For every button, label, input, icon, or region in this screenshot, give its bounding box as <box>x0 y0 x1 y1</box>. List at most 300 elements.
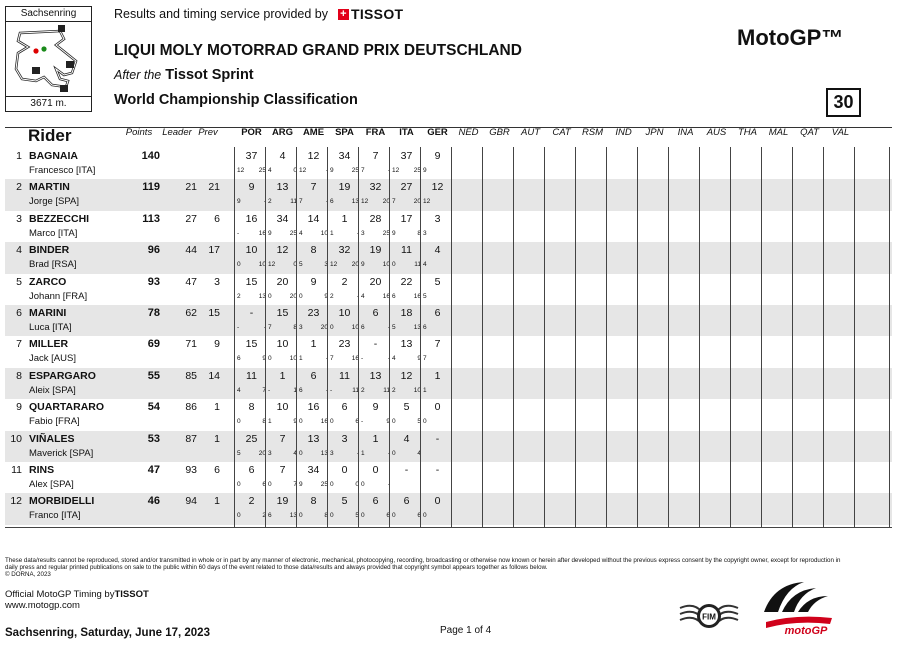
race-total: 19 <box>276 495 289 508</box>
race-points: 20 <box>320 324 328 331</box>
sprint-points: - <box>237 324 240 331</box>
race-points: 13 <box>351 198 359 206</box>
race-split <box>360 512 391 519</box>
points-header: Points <box>125 127 153 138</box>
sprint-points: 2 <box>237 292 241 300</box>
race-total: 16 <box>307 401 320 414</box>
rider-gap-leader: 27 <box>185 212 197 225</box>
rider-gap-leader: 62 <box>185 307 197 319</box>
grid-line <box>792 147 793 527</box>
race-split <box>360 355 391 362</box>
race-points: 6 <box>355 418 359 426</box>
race-total: 10 <box>276 338 289 351</box>
race-split <box>236 512 267 519</box>
sprint-points: - <box>268 386 271 394</box>
race-points: - <box>387 481 390 488</box>
grid-line <box>668 147 669 527</box>
rider-name: ESPARGARO <box>29 369 96 382</box>
race-points: - <box>325 355 328 363</box>
rider-firstname-nation: Brad [RSA] <box>29 259 77 271</box>
motogp-title: MotoGP™ <box>737 25 844 50</box>
race-points: 13 <box>413 324 421 331</box>
grid-line <box>544 147 545 527</box>
sprint-points: - <box>330 386 333 394</box>
race-total: 8 <box>310 244 317 257</box>
place-date: Sachsenring, Saturday, June 17, 2023 <box>5 627 210 639</box>
sprint-points: 5 <box>423 292 427 300</box>
fim-logo-text: FIM <box>702 612 716 622</box>
race-total: 4 <box>279 150 286 162</box>
sprint-points: 0 <box>237 481 241 488</box>
race-split <box>298 261 329 268</box>
sprint-points: 1 <box>330 229 334 237</box>
race-points: 20 <box>413 198 421 206</box>
race-split <box>360 450 391 457</box>
sprint-points: 0 <box>392 512 396 520</box>
race-total: 2 <box>341 275 348 288</box>
page-indicator: Page 1 of 4 <box>440 625 492 636</box>
race-split <box>422 324 453 331</box>
race-points: 11 <box>290 198 297 206</box>
rider-points: 113 <box>142 212 160 225</box>
sprint-points: 1 <box>361 449 365 457</box>
race-total: 6 <box>403 495 410 508</box>
race-split <box>360 261 391 268</box>
table-row <box>5 148 892 179</box>
race-header-mal: MAL <box>768 127 789 138</box>
race-total: - <box>404 464 409 476</box>
race-total: 11 <box>246 369 257 382</box>
table-row <box>5 242 892 273</box>
race-split <box>329 324 360 331</box>
sprint-points: 0 <box>237 512 241 520</box>
race-total: - <box>373 338 378 351</box>
race-split <box>360 230 391 237</box>
race-total: 8 <box>310 495 317 508</box>
race-total: 6 <box>372 307 379 319</box>
sprint-points: 3 <box>423 229 427 237</box>
race-total: 32 <box>338 244 351 257</box>
rider-gap-prev: 6 <box>214 464 220 476</box>
rider-points: 93 <box>147 275 160 288</box>
circuit-name: Sachsenring <box>6 7 91 22</box>
rider-points: 96 <box>147 244 160 257</box>
fim-logo <box>678 598 740 634</box>
race-total: 2 <box>248 495 255 508</box>
race-split <box>267 450 298 457</box>
race-points: 0 <box>293 261 297 269</box>
race-total: 23 <box>338 338 351 351</box>
race-points: 16 <box>320 418 328 426</box>
race-points: 0 <box>355 481 359 488</box>
race-split <box>422 293 453 300</box>
race-total: 3 <box>341 432 348 445</box>
session-prefix: After the <box>114 68 162 82</box>
race-points: 25 <box>320 481 328 488</box>
race-total: 7 <box>310 181 317 194</box>
sprint-points: 4 <box>268 167 272 174</box>
grid-line <box>513 147 514 527</box>
sprint-points: 9 <box>423 167 427 174</box>
race-split <box>329 481 360 488</box>
rider-name: BEZZECCHI <box>29 212 90 225</box>
race-header-val: VAL <box>831 127 850 138</box>
sprint-points: 7 <box>392 198 396 206</box>
sprint-points: - <box>237 229 240 237</box>
race-points: 10 <box>413 386 421 394</box>
race-points: 3 <box>324 261 328 269</box>
race-header-spa: SPA <box>335 127 354 138</box>
race-total: 15 <box>245 275 258 288</box>
grid-line <box>296 147 297 527</box>
race-points: - <box>387 355 390 363</box>
rider-gap-leader: 85 <box>185 369 197 382</box>
sprint-points: 1 <box>268 418 272 426</box>
sprint-points: 12 <box>330 261 338 269</box>
race-split <box>422 512 453 519</box>
race-split <box>267 167 298 174</box>
race-total: 4 <box>403 432 410 445</box>
sprint-points: 12 <box>392 167 400 174</box>
race-total: 3 <box>434 212 441 225</box>
rider-gap-prev: 1 <box>214 495 220 508</box>
race-split <box>236 198 267 205</box>
sprint-points: 4 <box>361 292 365 300</box>
rider-position: 8 <box>16 369 22 382</box>
race-total: 34 <box>307 464 320 476</box>
grid-line <box>823 147 824 527</box>
sprint-points: 4 <box>237 386 241 394</box>
race-total: 28 <box>369 212 382 225</box>
session-line <box>114 67 254 83</box>
race-total: 12 <box>307 150 320 162</box>
table-row <box>5 462 892 493</box>
race-header-tha: THA <box>738 127 757 138</box>
sprint-points: 6 <box>237 355 241 363</box>
race-split <box>391 230 422 237</box>
race-points: 1 <box>293 386 297 394</box>
rider-position: 10 <box>10 432 22 445</box>
race-points: 25 <box>289 229 297 237</box>
race-total: 20 <box>276 275 289 288</box>
race-split <box>298 230 329 237</box>
rider-gap-leader: 93 <box>185 464 197 476</box>
table-row <box>5 305 892 336</box>
race-points: 9 <box>386 418 390 426</box>
race-split <box>298 387 329 394</box>
rider-name: ZARCO <box>29 275 67 288</box>
sprint-points: 0 <box>392 449 396 457</box>
race-split <box>391 450 422 457</box>
rider-gap-prev: 9 <box>214 338 220 351</box>
race-points: 25 <box>351 167 359 174</box>
race-header-cat: CAT <box>552 127 571 138</box>
sprint-points: 7 <box>299 198 303 206</box>
sprint-points: 7 <box>361 167 365 174</box>
grid-line <box>327 147 328 527</box>
sprint-points: 3 <box>268 449 272 457</box>
race-points: 6 <box>386 512 390 520</box>
race-split <box>329 230 360 237</box>
race-total: 12 <box>276 244 289 257</box>
race-total: 34 <box>338 150 351 162</box>
race-split <box>360 293 391 300</box>
race-points: 16 <box>351 355 359 363</box>
rider-position: 5 <box>16 275 22 288</box>
sprint-points: 3 <box>361 229 365 237</box>
event-title: LIQUI MOLY MOTORRAD GRAND PRIX DEUTSCHLAND <box>114 42 522 59</box>
race-split <box>267 512 298 519</box>
sprint-points: 12 <box>237 167 245 174</box>
race-points: 8 <box>417 229 421 237</box>
race-total: 25 <box>245 432 258 445</box>
race-total: 37 <box>245 150 258 162</box>
sprint-points: 3 <box>330 449 334 457</box>
grid-line <box>761 147 762 527</box>
race-points: - <box>356 229 359 237</box>
rider-gap-leader: 94 <box>185 495 197 508</box>
race-split <box>298 167 329 174</box>
grid-line <box>420 147 421 527</box>
website-link[interactable]: www.motogp.com <box>5 600 80 611</box>
race-header-por: POR <box>241 127 262 138</box>
sprint-points: 5 <box>392 324 396 331</box>
race-split <box>236 418 267 425</box>
race-split <box>422 198 453 205</box>
disclaimer-text: These data/results cannot be reproduced, stored and/or transmitted in whole or in part by any manner of electronic, mechanical, photocopying, recording, broadcasting or otherwise now known or herein after developed without the previous express consent by the copyright owner, except for reproduction in daily press and regular printed publications on sale to the public within 60 days of the event related to those data/results and always provided that copyright symbol appears together as follows below. <box>5 557 841 572</box>
race-total: 19 <box>338 181 351 194</box>
rider-gap-leader: 87 <box>185 432 197 445</box>
race-points: 13 <box>258 292 266 300</box>
grid-line <box>854 147 855 527</box>
rider-firstname-nation: Marco [ITA] <box>29 227 78 239</box>
sprint-points: 0 <box>423 512 427 520</box>
race-split <box>298 355 329 362</box>
sprint-points: 0 <box>299 418 303 426</box>
race-split <box>236 481 267 488</box>
race-header-aut: AUT <box>521 127 540 138</box>
race-points: 6 <box>417 512 421 520</box>
race-points: 8 <box>324 512 328 520</box>
race-points: 20 <box>351 261 359 269</box>
sprint-points: 9 <box>361 261 365 269</box>
official-brand: TISSOT <box>114 589 149 600</box>
sprint-points: 3 <box>299 324 303 331</box>
sprint-points: 2 <box>268 198 272 206</box>
grid-line <box>482 147 483 527</box>
race-split <box>298 418 329 425</box>
rider-points: 47 <box>147 464 160 476</box>
race-points: 25 <box>382 229 390 237</box>
race-header-ind: IND <box>615 127 632 138</box>
sprint-points: 2 <box>330 292 334 300</box>
race-total: 6 <box>434 307 441 319</box>
race-total: 0 <box>372 464 379 476</box>
race-split <box>391 198 422 205</box>
race-split <box>298 324 329 331</box>
race-header-aus: AUS <box>706 127 727 138</box>
grid-line <box>389 147 390 527</box>
race-split <box>329 198 360 205</box>
sprint-points: 9 <box>299 481 303 488</box>
grid-line <box>234 147 235 527</box>
rider-name: MARTIN <box>29 181 70 194</box>
race-split <box>236 324 267 331</box>
rider-points: 46 <box>147 495 160 508</box>
rider-gap-leader: 44 <box>185 244 197 257</box>
sprint-points: 0 <box>330 481 334 488</box>
race-total: 37 <box>400 150 413 162</box>
sprint-points: 0 <box>392 261 396 269</box>
race-split <box>422 261 453 268</box>
race-total: 14 <box>307 212 320 225</box>
race-split <box>391 387 422 394</box>
race-total: 0 <box>434 401 441 414</box>
race-split <box>422 355 453 362</box>
sprint-points: 0 <box>423 418 427 426</box>
sprint-points: 12 <box>361 198 369 206</box>
race-points: 9 <box>293 418 297 426</box>
rider-position: 6 <box>16 307 22 319</box>
race-points: 16 <box>382 292 390 300</box>
race-points: 7 <box>262 386 266 394</box>
sprint-points: 0 <box>268 355 272 363</box>
rider-points: 78 <box>147 307 160 319</box>
rider-firstname-nation: Jorge [SPA] <box>29 196 79 208</box>
race-split <box>267 481 298 488</box>
race-total: 11 <box>401 244 412 257</box>
race-points: 16 <box>258 229 266 237</box>
rider-firstname-nation: Alex [SPA] <box>29 479 74 490</box>
race-split <box>360 324 391 331</box>
race-split <box>422 418 453 425</box>
race-total: 15 <box>276 307 289 319</box>
rider-gap-leader: 86 <box>185 401 197 414</box>
race-split <box>267 387 298 394</box>
table-row <box>5 399 892 430</box>
rider-name: MILLER <box>29 338 69 351</box>
sprint-points: 5 <box>237 449 241 457</box>
sprint-points: 6 <box>299 386 303 394</box>
race-split <box>236 167 267 174</box>
race-header-ame: AME <box>302 127 325 138</box>
race-total: 6 <box>310 369 317 382</box>
rider-gap-prev: 14 <box>208 369 220 382</box>
rider-gap-prev: 1 <box>214 432 220 445</box>
leader-header: Leader <box>162 127 192 138</box>
sprint-points: 1 <box>299 355 303 363</box>
sprint-points: 5 <box>299 261 303 269</box>
race-points: 5 <box>417 418 421 426</box>
race-total: 13 <box>307 432 320 445</box>
sprint-points: 4 <box>299 229 303 237</box>
rider-gap-prev: 1 <box>214 401 220 414</box>
race-points: 13 <box>289 512 297 520</box>
race-split <box>329 293 360 300</box>
race-header-gbr: GBR <box>489 127 510 138</box>
rider-firstname-nation: Maverick [SPA] <box>29 447 94 459</box>
race-points: 20 <box>258 449 266 457</box>
grid-line <box>265 147 266 527</box>
table-row <box>5 431 892 462</box>
race-total: - <box>249 307 254 319</box>
race-points: 20 <box>382 198 390 206</box>
race-total: 7 <box>434 338 441 351</box>
race-total: 12 <box>400 369 413 382</box>
race-total: 5 <box>403 401 410 414</box>
race-total: 9 <box>310 275 317 288</box>
provider-text: Results and timing service provided by <box>114 7 328 21</box>
sprint-points: 4 <box>392 355 396 363</box>
sprint-points: 9 <box>330 167 334 174</box>
race-total: - <box>435 432 440 445</box>
rider-firstname-nation: Aleix [SPA] <box>29 384 76 396</box>
race-split <box>360 418 391 425</box>
race-split <box>391 418 422 425</box>
table-row <box>5 211 892 242</box>
race-total: 1 <box>279 369 286 382</box>
rider-firstname-nation: Jack [AUS] <box>29 353 76 365</box>
rider-points: 119 <box>142 181 160 194</box>
rider-points: 55 <box>147 369 160 382</box>
race-total: 20 <box>369 275 382 288</box>
race-total: 19 <box>369 244 382 257</box>
sprint-points: 0 <box>268 292 272 300</box>
race-total: 4 <box>434 244 441 257</box>
race-points: 25 <box>413 167 421 174</box>
race-split <box>391 324 422 331</box>
tissot-cross-icon: + <box>338 9 349 20</box>
race-points: 13 <box>320 449 328 457</box>
race-split <box>236 261 267 268</box>
race-points: 10 <box>351 324 359 331</box>
rider-name: QUARTARARO <box>29 401 105 414</box>
race-total: 16 <box>245 212 258 225</box>
table-bottom-line <box>5 527 892 528</box>
race-split <box>267 293 298 300</box>
race-points: 5 <box>355 512 359 520</box>
grid-line <box>730 147 731 527</box>
race-split <box>360 387 391 394</box>
race-points: 10 <box>320 229 328 237</box>
race-total: 10 <box>276 401 289 414</box>
sprint-points: 6 <box>392 292 396 300</box>
official-text: Official MotoGP Timing by <box>5 589 115 600</box>
race-total: 9 <box>248 181 255 194</box>
race-total: 13 <box>400 338 413 351</box>
race-total: 0 <box>341 464 348 476</box>
race-points: - <box>387 167 390 174</box>
race-split <box>298 481 329 488</box>
rider-gap-prev: 21 <box>208 181 220 194</box>
sprint-points: 0 <box>299 449 303 457</box>
race-split <box>267 261 298 268</box>
motogp-logo-text: motoGP <box>784 625 828 636</box>
sprint-points: 0 <box>361 481 365 488</box>
sprint-points: 9 <box>392 229 396 237</box>
sprint-points: 0 <box>330 512 334 520</box>
grid-line <box>699 147 700 527</box>
rider-firstname-nation: Johann [FRA] <box>29 290 88 302</box>
race-split <box>298 512 329 519</box>
race-points: 25 <box>258 167 266 174</box>
sprint-points: 6 <box>361 324 365 331</box>
sprint-points: - <box>361 355 364 363</box>
sprint-points: 0 <box>237 418 241 426</box>
sprint-points: 12 <box>299 167 307 174</box>
race-points: 9 <box>417 355 421 363</box>
rider-name: BINDER <box>29 244 70 257</box>
